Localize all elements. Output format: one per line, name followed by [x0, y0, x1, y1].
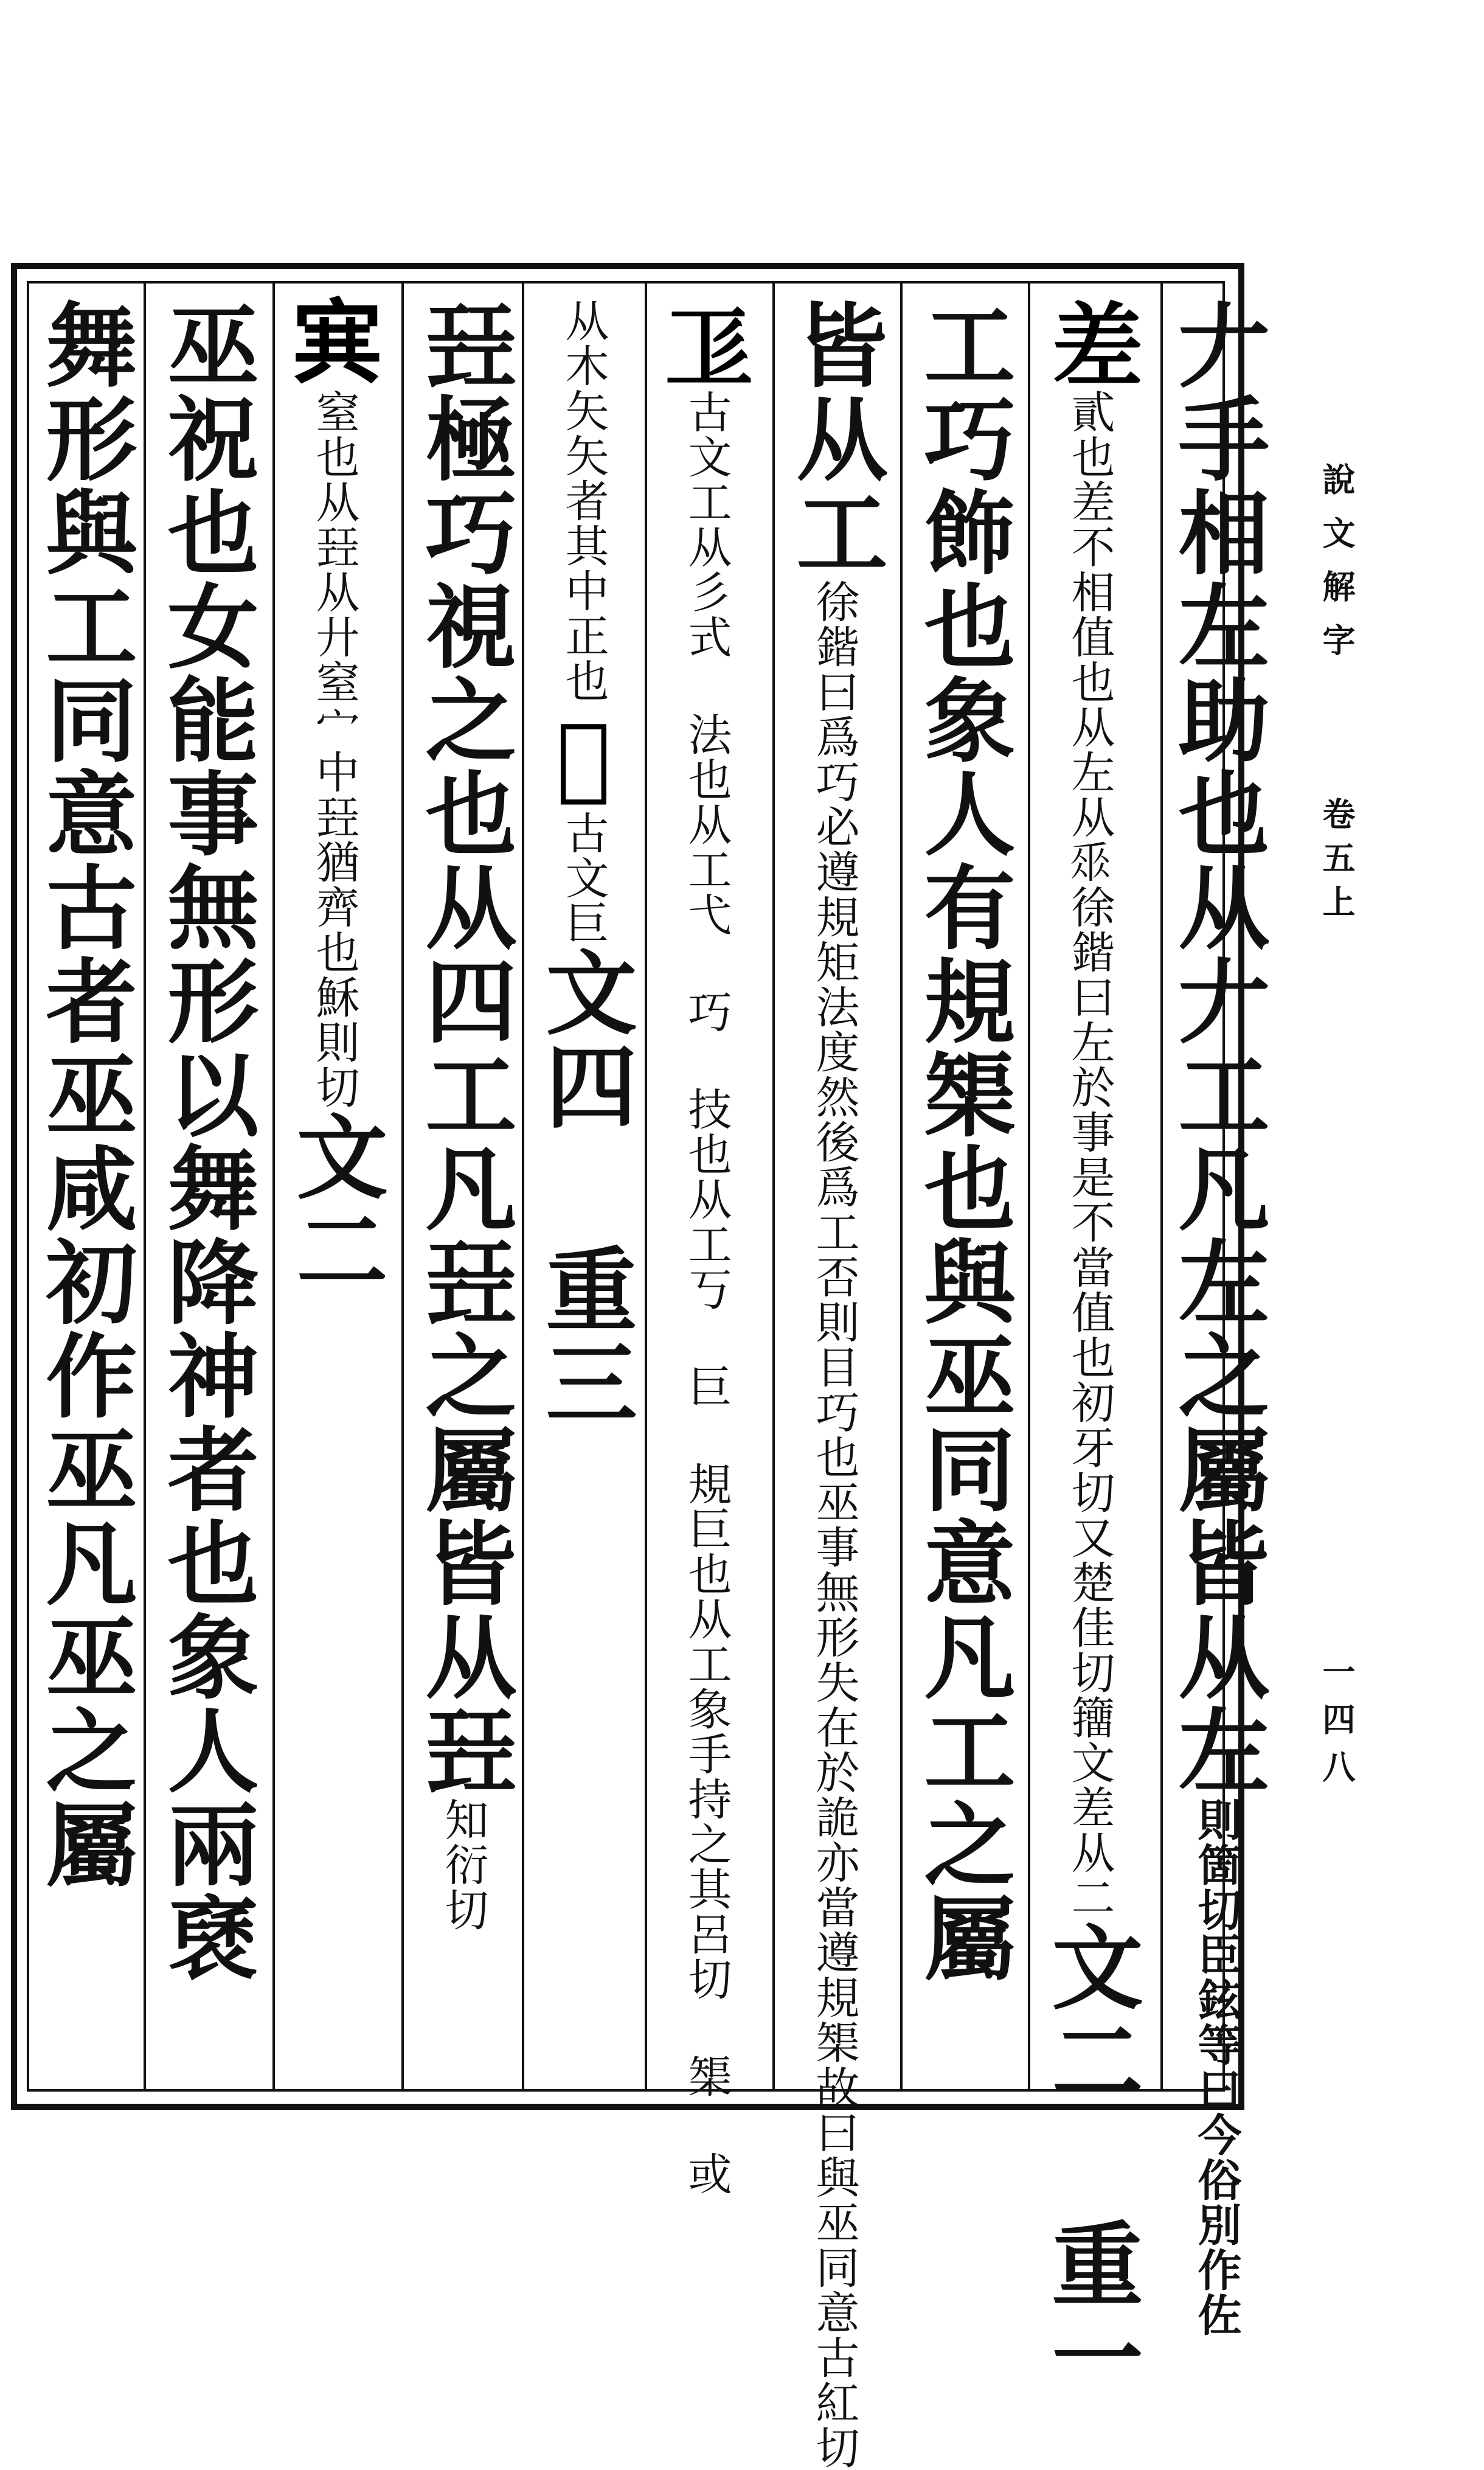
column-8-note: 窒也从㠭从廾窒宀中㠭猶齊也穌則切	[308, 389, 360, 1110]
column-6-note-b: 古文巨	[558, 810, 609, 945]
column-5-seal: 𢒄	[653, 298, 760, 389]
column-8	[280, 298, 388, 2050]
column-6-count: 文四 重三	[530, 945, 637, 1430]
volume-label: 卷五上	[1317, 797, 1356, 928]
column-divider	[522, 284, 524, 2089]
column-10	[30, 298, 137, 2050]
column-2-tail: 籒文差从二	[1064, 1695, 1115, 1920]
column-divider	[272, 284, 275, 2089]
column-7-note: 知衍切	[437, 1797, 489, 1932]
column-2-seal: 差	[1036, 298, 1143, 389]
column-6-seal: 𠂀	[530, 703, 637, 810]
column-divider	[772, 284, 775, 2089]
column-1	[1162, 298, 1270, 2337]
column-7	[409, 298, 517, 2050]
column-1-main: 𠂇手相左助也从𠂇工凡左之屬皆从左	[1162, 298, 1270, 1797]
column-divider	[900, 284, 903, 2089]
column-divider	[401, 284, 404, 2089]
column-7-main: 㠭極巧視之也从四工凡㠭之屬皆从㠭	[409, 298, 517, 1797]
column-1-note: 則箇切臣鉉等曰今俗別作佐	[1190, 1797, 1243, 2337]
column-4	[780, 298, 888, 2470]
book-title: 說文解字	[1317, 462, 1356, 677]
column-4-note: 徐鍇曰爲巧必遵規矩法度然後爲工否則目巧也巫事無形失在於詭亦當遵規榘故曰與巫同意古紅切	[808, 579, 860, 2470]
column-10-main: 舞形與工同意古者巫咸初作巫凡巫之屬	[30, 298, 137, 1891]
column-9	[151, 298, 259, 2050]
column-6-note-a: 从木矢矢者其中正也	[558, 298, 609, 703]
column-5-note: 古文工从彡	[681, 389, 732, 614]
column-3	[908, 298, 1016, 2050]
column-divider	[144, 284, 146, 2089]
column-5	[653, 298, 760, 2196]
column-3-main: 工巧飾也象人有規榘也與巫同意凡工之屬	[908, 298, 1016, 1985]
page-number: 一四八	[1317, 1655, 1356, 1797]
column-5-tail: 式 法也从工弋 巧 技也从工丂 巨 規巨也从工象手持之其呂切 榘 或	[681, 614, 732, 2196]
column-divider	[645, 284, 647, 2089]
column-8-seal: 𡨄	[280, 298, 388, 389]
column-2-count: 文二 重一	[1036, 1920, 1143, 2404]
column-9-main: 巫祝也女能事無形以舞降神者也象人兩褎	[151, 298, 259, 1985]
column-8-count: 文二	[280, 1110, 388, 1297]
column-divider	[1028, 284, 1030, 2089]
column-2-note: 貳也差不相值也从左从𠂹徐鍇曰左於事是不當值也初牙切又楚佳切	[1064, 389, 1115, 1695]
column-6	[530, 298, 637, 2050]
column-4-main: 皆从工	[780, 298, 888, 579]
column-2	[1036, 298, 1143, 2404]
